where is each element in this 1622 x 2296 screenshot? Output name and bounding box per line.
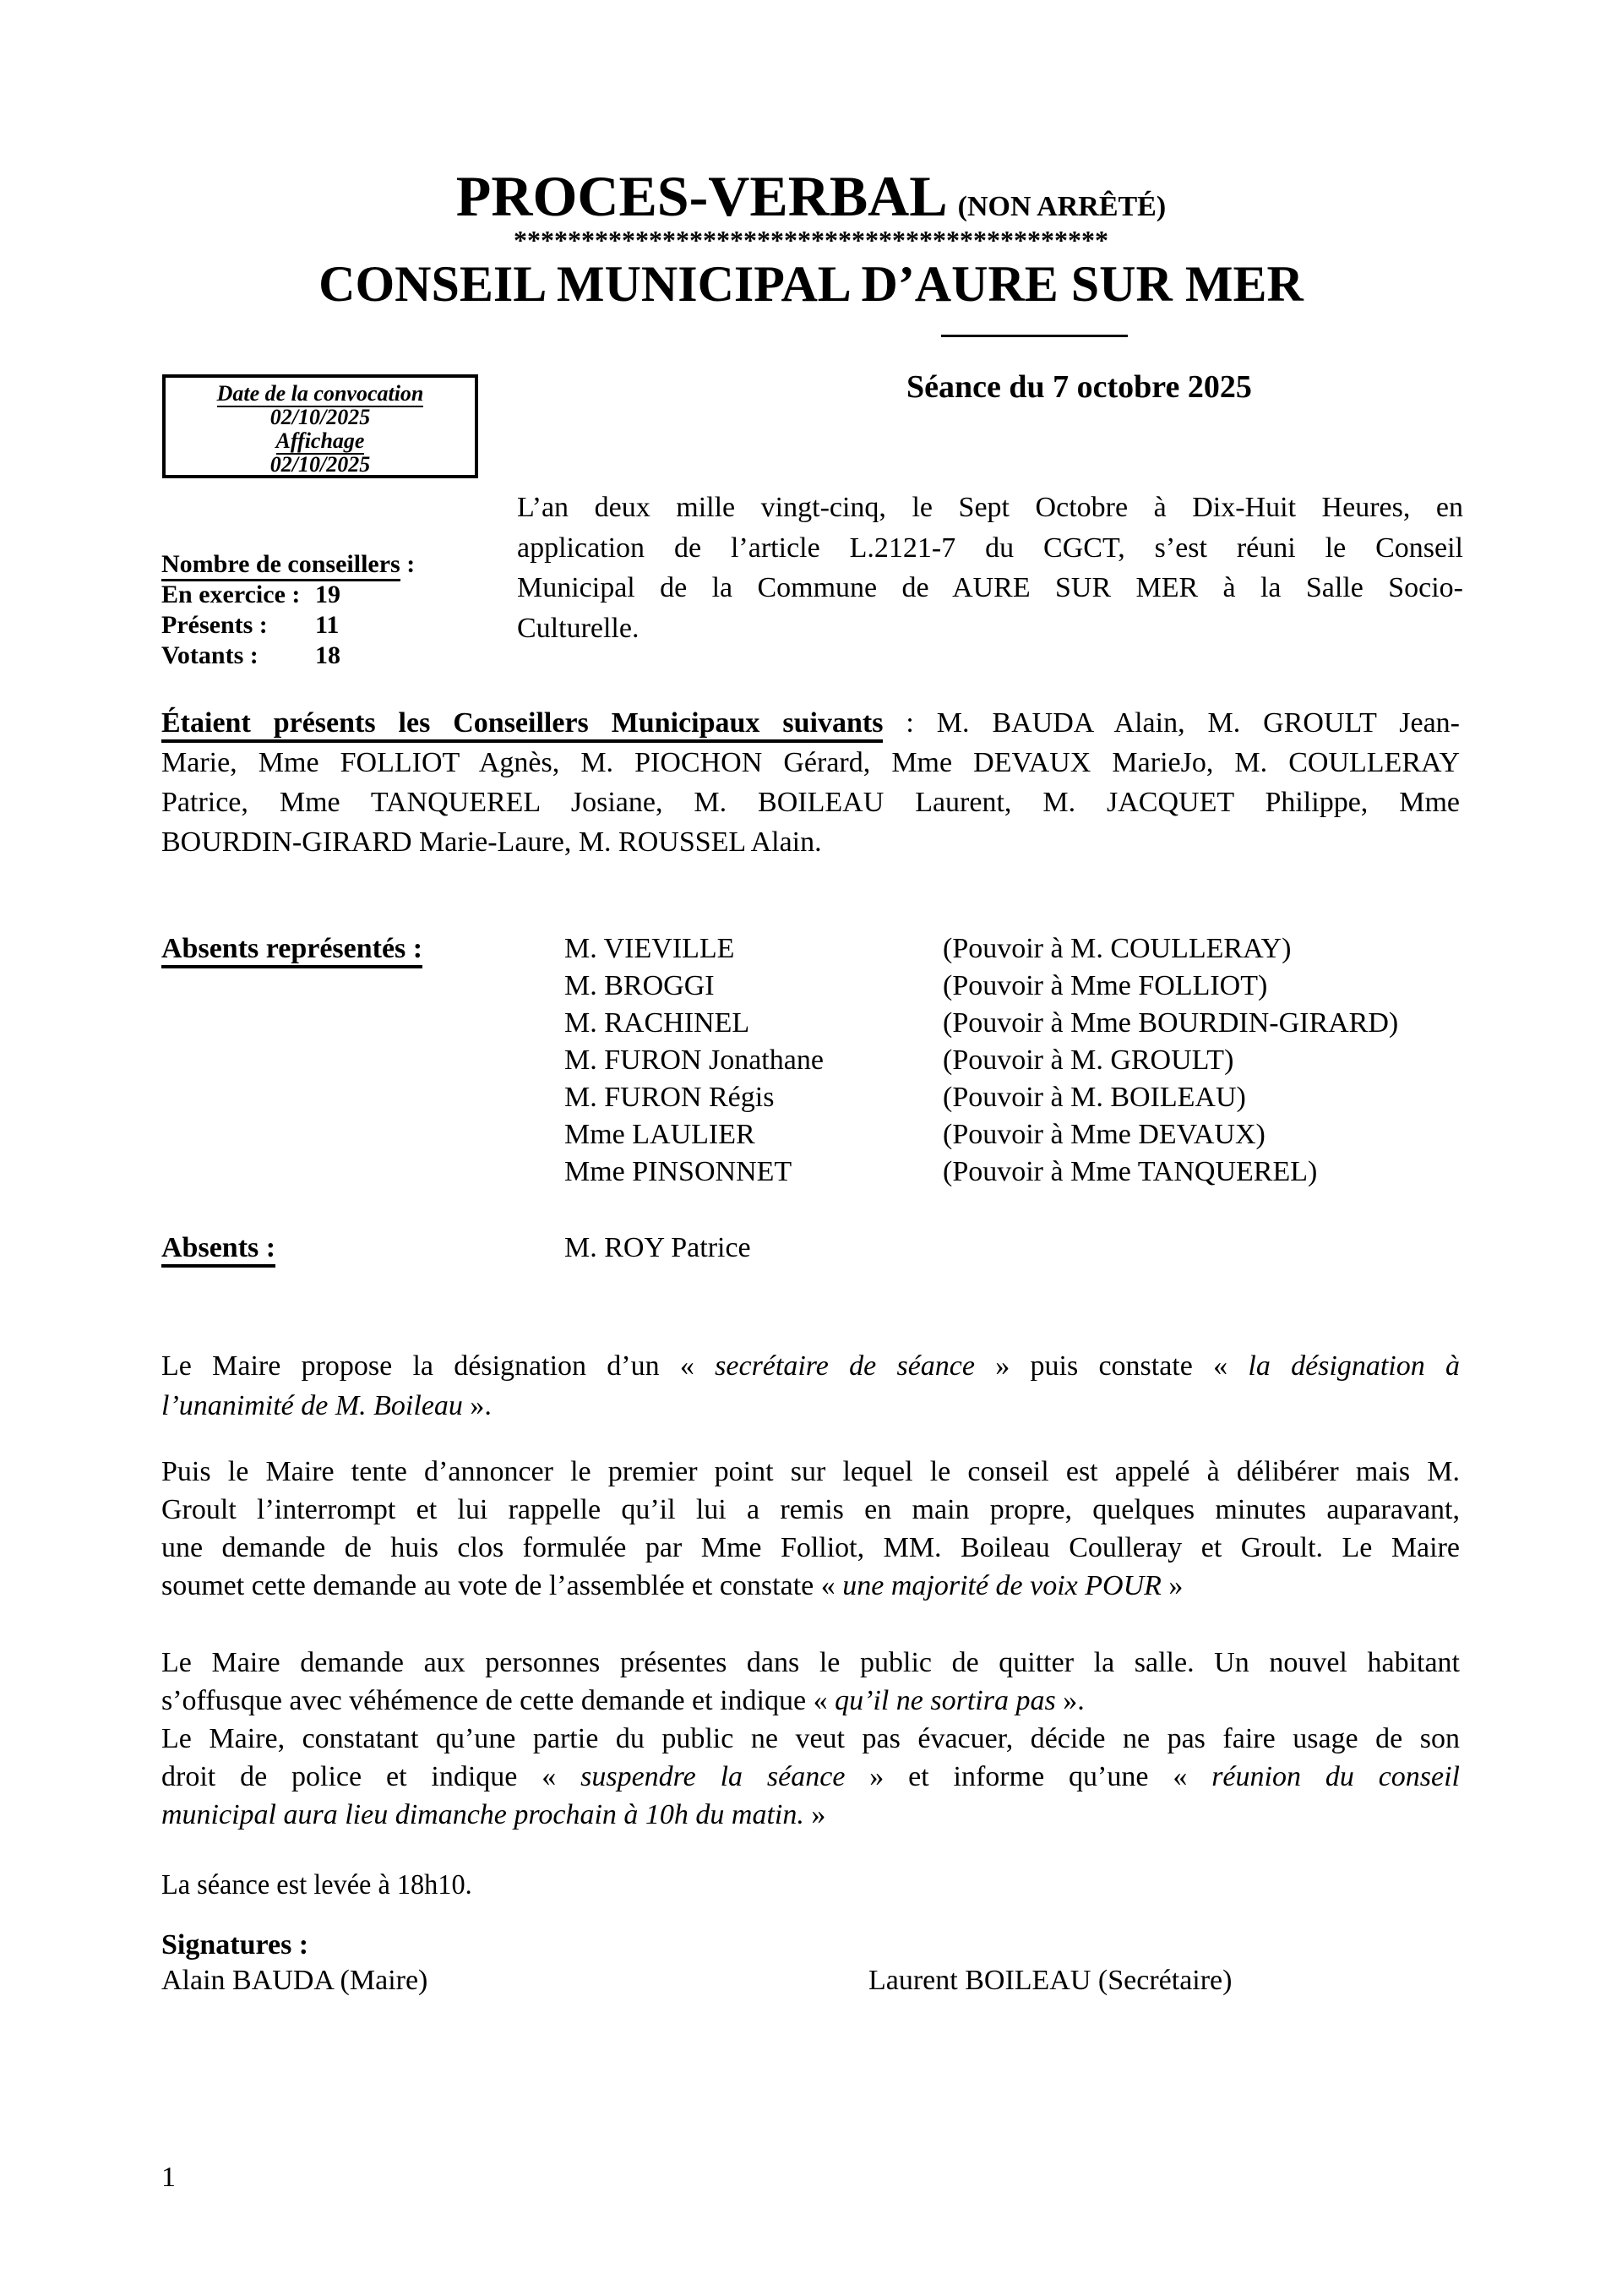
text-segment-italic: municipal aura lieu dimanche prochain à 10h du matin.	[161, 1799, 804, 1830]
convocation-date: 02/10/2025	[269, 405, 371, 429]
paragraph-line	[161, 1386, 1460, 1426]
count-label: Votants :	[161, 641, 259, 669]
paragraph-line	[161, 703, 1460, 743]
absent-pouvoir: (Pouvoir à Mme DEVAUX)	[943, 1119, 1265, 1150]
stars-divider: ********************************************	[514, 225, 1108, 255]
paragraph-line: Municipal de la Commune de AURE SUR MER à la Salle Socio-	[517, 572, 1463, 603]
absent-name: Mme LAULIER	[564, 1119, 755, 1150]
signature-secretaire: Laurent BOILEAU (Secrétaire)	[868, 1965, 1233, 1996]
counts-row-votants	[161, 641, 415, 671]
absents-representes-pouvoirs	[943, 930, 1398, 1191]
text-segment-italic: réunion du conseil	[1211, 1761, 1460, 1792]
counts-block	[161, 549, 415, 671]
body-paragraph-1	[161, 1346, 1460, 1426]
counts-header	[161, 549, 415, 580]
absents-label	[161, 1230, 275, 1267]
text-segment-italic: secrétaire de séance	[715, 1350, 975, 1382]
convocation-label-text: Date de la convocation	[216, 381, 424, 406]
text-segment: »	[1161, 1570, 1184, 1601]
seance-levee-text: La séance est levée à 18h10.	[161, 1869, 472, 1901]
absent-pouvoir: (Pouvoir à Mme FOLLIOT)	[943, 970, 1268, 1001]
paragraph-line: Marie, Mme FOLLIOT Agnès, M. PIOCHON Gérard, Mme DEVAUX MarieJo, M. COULLERAY	[161, 747, 1460, 778]
text-segment-italic: suspendre la séance	[580, 1761, 846, 1792]
counts-header-text: Nombre de conseillers	[161, 550, 400, 581]
counts-row-exercice	[161, 580, 415, 610]
absent-pouvoir: (Pouvoir à M. BOILEAU)	[943, 1082, 1246, 1113]
paragraph-line: Patrice, Mme TANQUEREL Josiane, M. BOILEAU Laurent, M. JACQUET Philippe, Mme	[161, 787, 1460, 818]
absent-name: Mme PINSONNET	[564, 1156, 792, 1187]
convocation-label	[166, 382, 475, 406]
text-segment: »	[803, 1799, 826, 1830]
paragraph-line: L’an deux mille vingt-cinq, le Sept Octobre à Dix-Huit Heures, en	[517, 492, 1463, 523]
page-title-suffix: (NON ARRÊTÉ)	[957, 191, 1167, 222]
paragraph-line: Puis le Maire tente d’annoncer le premier point sur lequel le conseil est appelé à délibérer mais M.	[161, 1456, 1460, 1487]
affichage-date: 02/10/2025	[269, 452, 371, 477]
text-segment: soumet cette demande au vote de l’assemblée et constate «	[161, 1570, 843, 1601]
absents-representes-label	[161, 930, 422, 968]
convocation-box	[162, 374, 478, 478]
presents-lead: Étaient présents les Conseillers Municipaux suivants	[161, 707, 883, 743]
signatures-label: Signatures :	[161, 1929, 309, 1961]
text-segment: s’offusque avec véhémence de cette demande et indique «	[161, 1685, 835, 1716]
seance-levee	[161, 1866, 488, 1904]
absent-pouvoir: (Pouvoir à Mme TANQUEREL)	[943, 1156, 1318, 1187]
absent-name: M. FURON Jonathane	[564, 1044, 824, 1076]
paragraph-line	[161, 1346, 1460, 1386]
paragraph-line	[161, 1758, 1460, 1796]
text-segment: : M. BAUDA Alain, M. GROULT Jean-	[883, 707, 1460, 739]
paragraph-line: Le Maire demande aux personnes présentes dans le public de quitter la salle. Un nouvel habitant	[161, 1647, 1460, 1678]
absent-name: M. VIEVILLE	[564, 933, 735, 964]
paragraph-line	[161, 1682, 1460, 1720]
absent-name: M. FURON Régis	[564, 1082, 775, 1113]
paragraph-line: Culturelle.	[517, 612, 640, 644]
absents-name: M. ROY Patrice	[564, 1232, 751, 1263]
org-title: CONSEIL MUNICIPAL D’AURE SUR MER	[318, 256, 1304, 312]
signature-maire: Alain BAUDA (Maire)	[161, 1965, 428, 1996]
absents-label-text: Absents :	[161, 1232, 275, 1268]
absent-pouvoir: (Pouvoir à M. COULLERAY)	[943, 933, 1292, 964]
absents-representes-names	[564, 930, 824, 1191]
presents-paragraph	[161, 703, 1460, 862]
text-segment-italic: la désignation à	[1248, 1350, 1461, 1382]
seance-heading: Séance du 7 octobre 2025	[906, 369, 1252, 405]
text-segment: » et informe qu’une «	[845, 1761, 1212, 1792]
text-segment: ».	[1055, 1685, 1085, 1716]
intro-paragraph	[517, 488, 1463, 648]
absent-name: M. BROGGI	[564, 970, 715, 1001]
paragraph-line: Le Maire, constatant qu’une partie du public ne veut pas évacuer, décide ne pas faire usage de son	[161, 1723, 1460, 1754]
body-paragraph-3	[161, 1644, 1460, 1834]
count-value: 19	[315, 581, 340, 608]
text-segment-italic: une majorité de voix POUR	[842, 1570, 1162, 1601]
affichage-label	[166, 429, 475, 453]
page-number: 1	[161, 2162, 176, 2193]
count-label: En exercice :	[161, 581, 301, 608]
count-label: Présents :	[161, 611, 268, 639]
text-segment-italic: qu’il ne sortira pas	[835, 1685, 1056, 1716]
absent-pouvoir: (Pouvoir à M. GROULT)	[943, 1044, 1234, 1076]
page-title-main: PROCES-VERBAL	[455, 164, 948, 228]
counts-header-colon: :	[400, 550, 416, 578]
paragraph-line	[161, 1796, 1460, 1834]
absents-representes-label-text: Absents représentés :	[161, 933, 422, 968]
text-segment-italic: l’unanimité de M. Boileau	[161, 1390, 463, 1421]
text-segment: ».	[462, 1390, 492, 1421]
count-value: 18	[315, 641, 340, 669]
paragraph-line: Groult l’interrompt et lui rappelle qu’il lui a remis en main propre, quelques minutes auparavant,	[161, 1494, 1460, 1525]
text-segment: Le Maire propose la désignation d’un «	[161, 1350, 716, 1382]
count-value: 11	[315, 611, 340, 639]
counts-row-presents	[161, 610, 415, 641]
paragraph-line: une demande de huis clos formulée par Mme Folliot, MM. Boileau Coulleray et Groult. Le Maire	[161, 1532, 1460, 1563]
paragraph-line: application de l’article L.2121-7 du CGCT, s’est réuni le Conseil	[517, 532, 1463, 564]
header-rule	[941, 335, 1128, 337]
absent-name: M. RACHINEL	[564, 1007, 750, 1039]
absent-pouvoir: (Pouvoir à Mme BOURDIN-GIRARD)	[943, 1007, 1399, 1039]
paragraph-line	[161, 1567, 1460, 1605]
text-segment: » puis constate «	[974, 1350, 1249, 1382]
paragraph-line: BOURDIN-GIRARD Marie-Laure, M. ROUSSEL Alain.	[161, 826, 822, 858]
text-segment: droit de police et indique «	[161, 1761, 581, 1792]
affichage-label-text: Affichage	[275, 428, 365, 453]
body-paragraph-2	[161, 1453, 1460, 1605]
